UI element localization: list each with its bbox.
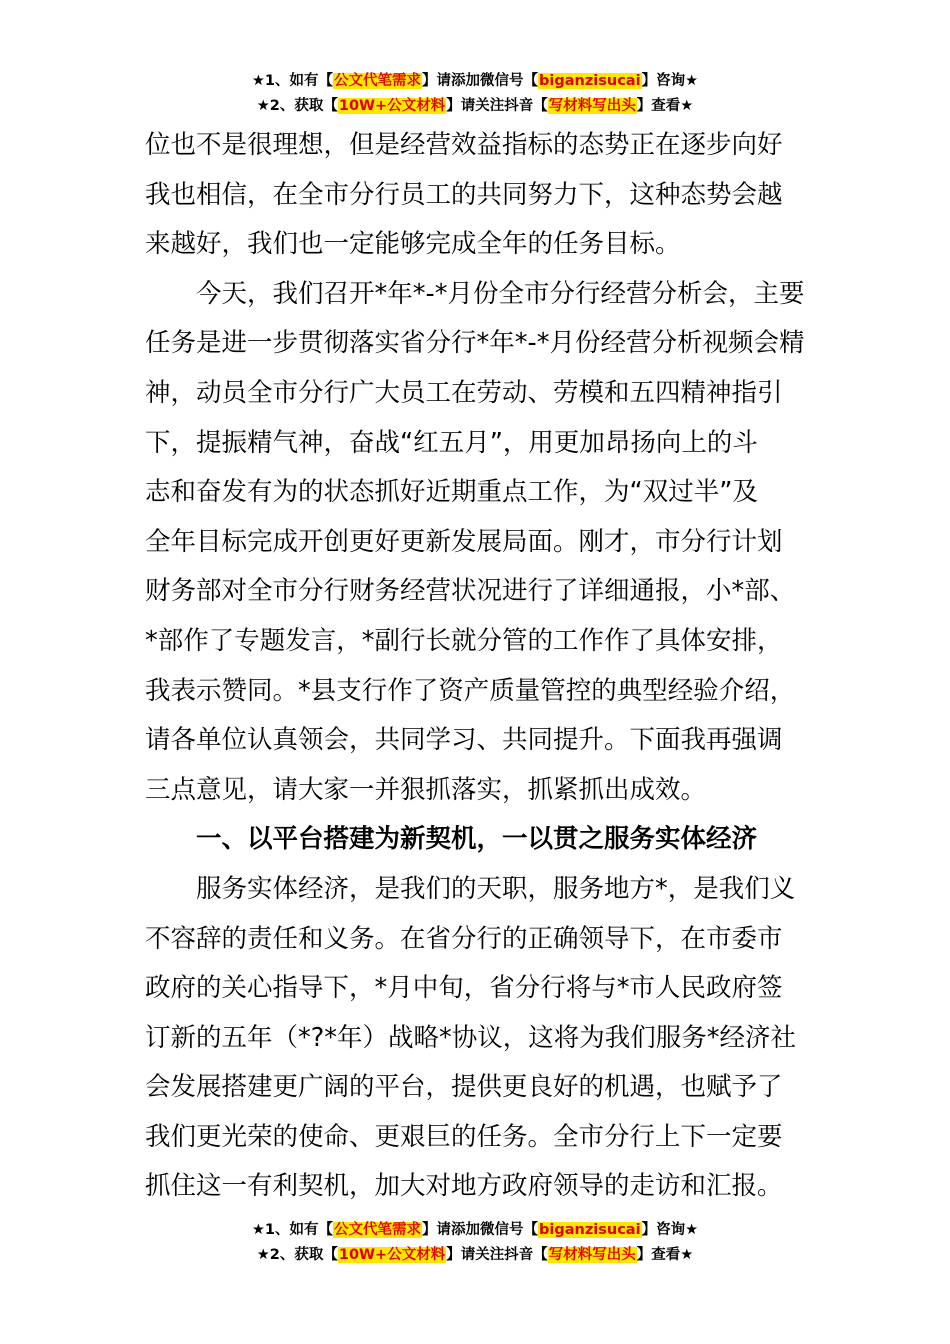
paragraph	[145, 270, 810, 816]
text-line: 会发展搭建更广阔的平台，提供更良好的机遇，也赋予了	[145, 1072, 783, 1103]
banner-highlight: 公文代笔需求	[334, 1222, 422, 1238]
banner-text: 】咨询★	[641, 73, 699, 89]
banner-highlight: 写材料写出头	[548, 98, 636, 114]
banner-highlight: biganzisucai	[539, 73, 641, 89]
text-line: 我也相信，在全市分行员工的共同努力下，这种态势会越	[145, 179, 783, 210]
text-line: 不容辞的责任和义务。在省分行的正确领导下，在市委市	[145, 923, 783, 954]
banner-text: ★1、如有【	[251, 1222, 334, 1238]
banner-text: 】请添加微信号【	[422, 73, 539, 89]
text-line: 请各单位认真领会，共同学习、共同提升。下面我再强调	[145, 725, 783, 756]
text-line: 服务实体经济，是我们的天职，服务地方*，是我们义	[196, 873, 796, 904]
text-line: 志和奋发有为的状态抓好近期重点工作，为“双过半”及	[145, 477, 758, 508]
text-line: 我们更光荣的使命、更艰巨的任务。全市分行上下一定要	[145, 1121, 783, 1152]
banner-text: 】查看★	[636, 98, 694, 114]
text-line: *部作了专题发言，*副行长就分管的工作作了具体安排，	[145, 625, 783, 656]
text-line: 任务是进一步贯彻落实省分行*年*-*月份经营分析视频会精	[145, 328, 805, 359]
document-body	[145, 121, 810, 1212]
text-line: 订新的五年（*?*年）战略*协议，这将为我们服务*经济社	[145, 1022, 797, 1053]
banner-text: ★2、获取【	[256, 1247, 338, 1263]
text-line: 下，提振精气神，奋战“红五月”，用更加昂扬向上的斗	[145, 427, 758, 458]
banner-highlight: 写材料写出头	[548, 1247, 636, 1263]
banner-text: 】请关注抖音【	[446, 1247, 548, 1263]
banner-line-1	[0, 1218, 950, 1243]
banner-text: 】请关注抖音【	[446, 98, 548, 114]
banner-line-1	[0, 69, 950, 94]
heading-text: 一、以平台搭建为新契机，一以贯之服务实体经济	[196, 824, 758, 855]
text-line: 三点意见，请大家一并狠抓落实，抓紧抓出成效。	[145, 774, 707, 805]
paragraph	[145, 121, 810, 270]
text-line: 今天，我们召开*年*-*月份全市分行经营分析会，主要	[196, 278, 805, 309]
banner-highlight: 10W+公文材料	[338, 1247, 446, 1263]
banner-text: ★1、如有【	[251, 73, 334, 89]
text-line: 来越好，我们也一定能够完成全年的任务目标。	[145, 229, 681, 260]
banner-highlight: 公文代笔需求	[334, 73, 422, 89]
text-line: 财务部对全市分行财务经营状况进行了详细通报，小*部、	[145, 576, 796, 607]
text-line: 全年目标完成开创更好更新发展局面。刚才，市分行计划	[145, 526, 783, 557]
footer-banner	[0, 1218, 950, 1268]
banner-text: 】查看★	[636, 1247, 694, 1263]
banner-text: ★2、获取【	[256, 98, 338, 114]
text-line: 政府的关心指导下，*月中旬，省分行将与*市人民政府签	[145, 973, 783, 1004]
header-banner	[0, 69, 950, 119]
text-line: 我表示赞同。*县支行作了资产质量管控的典型经验介绍，	[145, 675, 796, 706]
text-line: 抓住这一有利契机，加大对地方政府领导的走访和汇报。	[145, 1171, 783, 1202]
section-heading	[145, 815, 810, 865]
text-line: 神，动员全市分行广大员工在劳动、劳模和五四精神指引	[145, 377, 783, 408]
paragraph	[145, 865, 810, 1212]
banner-line-2	[0, 1243, 950, 1268]
banner-text: 】请添加微信号【	[422, 1222, 539, 1238]
banner-line-2	[0, 94, 950, 119]
text-line: 位也不是很理想，但是经营效益指标的态势正在逐步向好	[145, 130, 783, 160]
banner-highlight: biganzisucai	[539, 1222, 641, 1238]
banner-highlight: 10W+公文材料	[338, 98, 446, 114]
banner-text: 】咨询★	[641, 1222, 699, 1238]
